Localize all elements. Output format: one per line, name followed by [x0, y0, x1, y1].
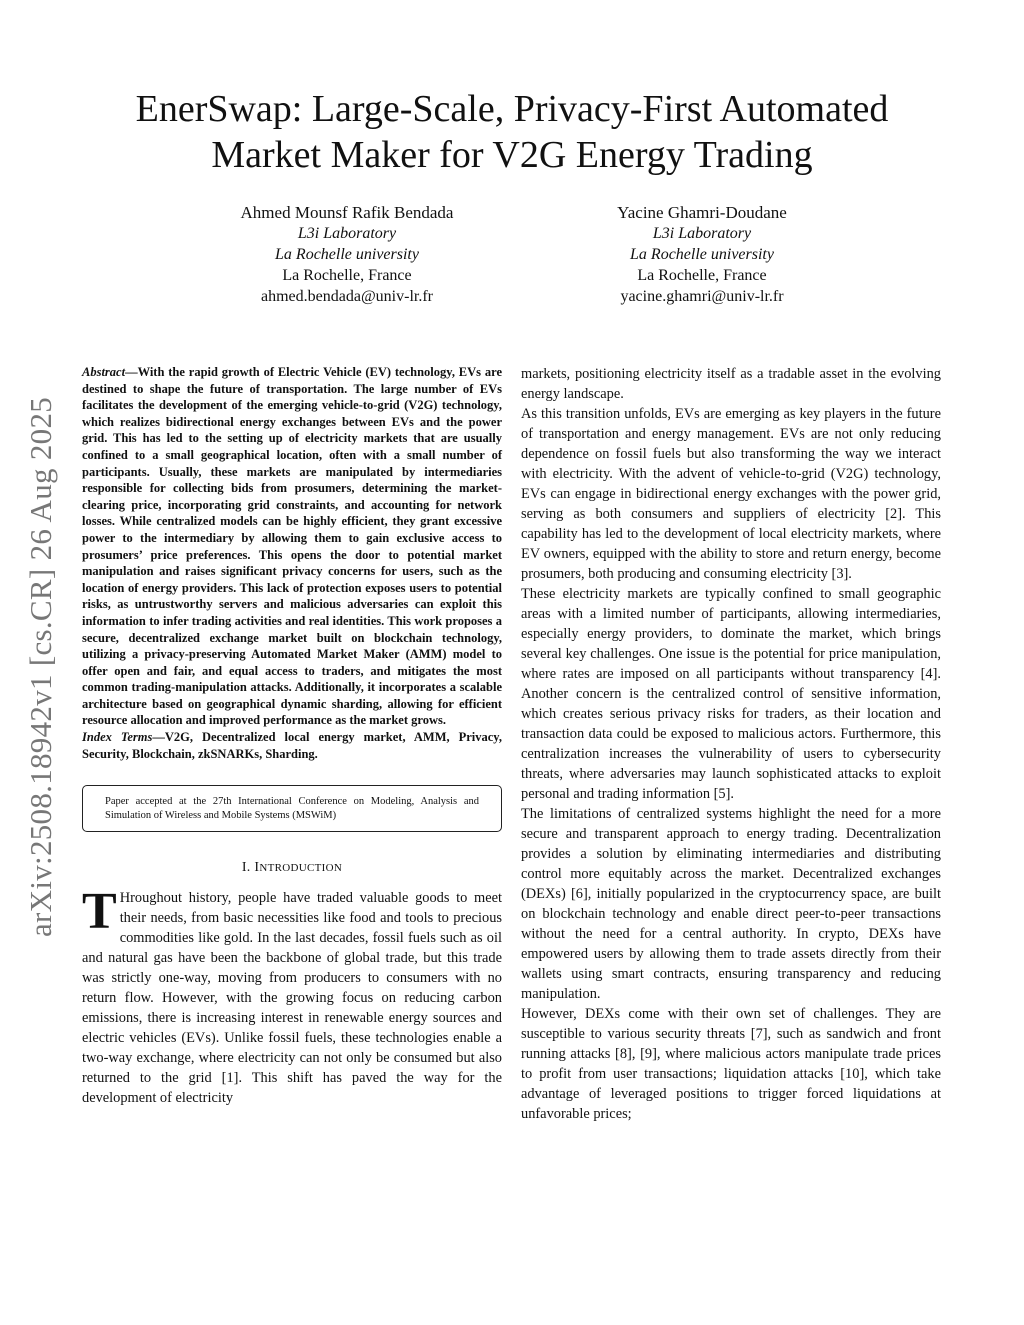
index-terms — [82, 729, 502, 762]
author-university: La Rochelle university — [275, 246, 419, 263]
author-university: La Rochelle university — [630, 246, 774, 263]
body-paragraph: These electricity markets are typically confined to small geographic areas with a limited number of participants, allowing intermediaries, especially energy providers, to dominate the market, which brings several key challenges. One issue is the potential for price manipulation, where rates are imposed on all participants without transparency [4]. Another concern is the centralized control of sensitive information, which creates serious privacy risks for traders, as their location and transaction data could be exposed to malicious actors. Furthermore, this centralization increases the vulnerability of users to cybersecurity threats, where adversaries may launch sophisticated attacks to exploit personal and trading information [5]. — [521, 586, 941, 802]
title-line-1: EnerSwap: Large-Scale, Privacy-First Automated — [135, 88, 889, 130]
arxiv-sidebar-stamp — [4, 367, 78, 967]
abstract — [82, 364, 502, 729]
abstract-text: —With the rapid growth of Electric Vehicle (EV) technology, EVs are destined to shape the future of transportation. The large number of EVs facilitates the development of the emerging vehicle-to-grid (V2G) technology, which realizes bidirectional energy exchanges between EVs and the power grid. This has led to the setting up of electricity markets that are usually confined to a small geographical location, often with a small number of participants. Usually, these markets are manipulated by intermediaries responsible for collecting bids from prosumers, determining the market-clearing price, incorporating grid constraints, and accounting for network losses. While centralized models can be highly efficient, they grant excessive power to the intermediary by allowing them to gain exclusive access to prosumers’ price preferences. This opens the door to potential market manipulation and raises significant privacy concerns for users, such as the location of energy providers. This lack of protection exposes users to potential risks, as untrustworthy servers and malicious adversaries can exploit this information to infer trading activities and real identities. This work proposes a secure, decentralized exchange market built on blockchain technology, utilizing a privacy-preserving Automated Market Maker (AMM) model to offer open and fair, and equal access to traders, and mitigates the most common trading-manipulation attacks. Additionally, it incorporates a scalable architecture based on geographical dynamic sharding, allowing for efficient resource allocation and improved performance as the market grows. — [82, 365, 502, 728]
section-number: I. — [241, 860, 251, 876]
body-paragraph: As this transition unfolds, EVs are emerging as key players in the future of transportation and energy management. EVs are not only reducing dependence on fossil fuels but also transforming the way we interact with electricity. With the advent of vehicle-to-grid (V2G) technology, EVs can engage in bidirectional energy exchanges with the power grid, serving as both consumers and suppliers of electricity [2]. This capability has led to the development of local electricity markets, where EV owners, equipped with the ability to store and return energy, become prosumers, both producing and consuming electricity [3]. — [521, 406, 941, 582]
index-terms-label: Index Terms — [82, 730, 153, 745]
section-title-rest: NTRODUCTION — [259, 862, 343, 875]
author-location: La Rochelle, France — [637, 267, 767, 284]
section-heading — [82, 858, 502, 878]
paper-title — [60, 86, 964, 178]
right-column — [521, 364, 941, 1124]
author-email[interactable]: yacine.ghamri@univ-lr.fr — [620, 288, 784, 305]
title-line-2: Market Maker for V2G Energy Trading — [211, 134, 813, 176]
author-lab: L3i Laboratory — [297, 225, 397, 242]
index-terms-text: —V2G, Decentralized local energy market, AMM, Privacy, Security, Blockchain, zkSNARKs, Sharding. — [82, 730, 502, 761]
intro-text: Hroughout history, people have traded valuable goods to meet their needs, from basic necessities like food and tools to precious commodities like gold. In the last decades, fossil fuels such as oil and natural gas have been the backbone of global trade, but this trade was strictly one-way, moving from producers to consumers with no return flow. However, with the growing focus on reducing carbon emissions, there is increasing interest in renewable energy sources and electric vehicles (EVs). Unlike fossil fuels, these technologies enable a two-way exchange, where electricity can not only be consumed but also returned to the grid [1]. This shift has paved the way for the development of electricity — [82, 890, 502, 1107]
acceptance-note: Paper accepted at the 27th International Conference on Modeling, Analysis and Simulation of Wireless and Mobile Systems (MSWiM) — [82, 785, 502, 832]
author-name: Yacine Ghamri-Doudane — [617, 203, 787, 222]
author-location: La Rochelle, France — [282, 267, 412, 284]
author-block-1 — [197, 202, 497, 307]
arxiv-id: arXiv:2508.18942v1 [cs.CR] 26 Aug 2025 — [23, 396, 58, 938]
intro-paragraph — [82, 883, 502, 1108]
author-email[interactable]: ahmed.bendada@univ-lr.fr — [260, 288, 433, 305]
body-paragraph: However, DEXs come with their own set of challenges. They are susceptible to various security threats [7], such as sandwich and front running attacks [8], [9], where malicious actors manipulate trade prices to profit from user transactions; liquidation attacks [10], which take advantage of leveraged positions to trigger forced liquidations at unfavorable prices; — [521, 1006, 941, 1122]
drop-cap: T — [82, 883, 117, 941]
author-lab: L3i Laboratory — [652, 225, 752, 242]
author-name: Ahmed Mounsf Rafik Bendada — [240, 203, 454, 222]
author-block-2 — [552, 202, 852, 307]
body-paragraph: markets, positioning electricity itself as a tradable asset in the evolving energy landscape. — [521, 366, 941, 402]
left-column — [82, 364, 502, 1108]
section-title-first: I — [254, 860, 260, 876]
body-paragraph: The limitations of centralized systems highlight the need for a more secure and transparent approach to energy trading. Decentralization provides a solution by eliminating intermediaries and distributing control more equitably across the market. Decentralized exchanges (DEXs) [6], initially popularized in the cryptocurrency space, are built on blockchain technology and enable direct peer-to-peer transactions without the need for a central authority. In crypto, DEXs have empowered users by allowing them to trade assets directly from their wallets using smart contracts, ensuring transparency and reducing manipulation. — [521, 806, 941, 1002]
abstract-label: Abstract — [82, 365, 126, 379]
